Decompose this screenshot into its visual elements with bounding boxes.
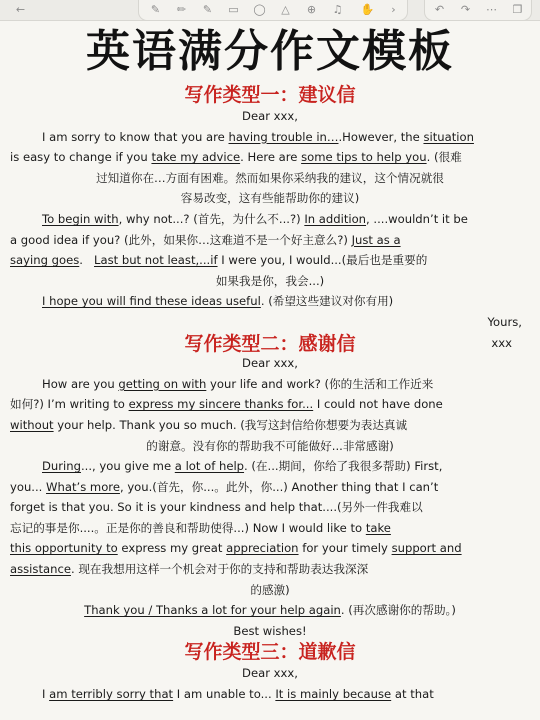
shapes-icon[interactable]: △ xyxy=(281,3,290,16)
redo-icon[interactable]: ↷ xyxy=(460,3,471,16)
closing: Yours, xyxy=(487,314,522,329)
body-line: forget is that you. So it is your kindness and help that....(另外一件我难以 xyxy=(10,500,423,515)
pencil-icon[interactable]: ✎ xyxy=(202,3,213,16)
body-line: a good idea if you? (此外，如果你…这难道不是一个好主意么?) Just as a xyxy=(10,232,401,247)
greeting: Dear xxx, xyxy=(242,356,298,371)
pen-icon[interactable]: ✎ xyxy=(150,3,161,16)
greeting: Dear xxx, xyxy=(242,109,298,123)
app-toolbar xyxy=(0,0,540,21)
closing: Best wishes! xyxy=(233,623,307,638)
body-line: During..., you give me a lot of help. (在...期间，你给了我很多帮助) First, xyxy=(42,459,443,474)
pages-icon[interactable]: ❐ xyxy=(512,3,523,16)
back-icon[interactable]: ← xyxy=(15,3,26,16)
more-icon[interactable]: ⋯ xyxy=(486,3,497,16)
greeting: Dear xxx, xyxy=(242,666,298,681)
note-page xyxy=(10,20,530,705)
body-line: you... What’s more, you.(首先，你...。此外，你...) Another thing that I can’t xyxy=(10,479,439,494)
lasso-icon[interactable]: ◯ xyxy=(253,3,266,16)
section-heading-thanks: 写作类型二：感谢信 xyxy=(184,332,356,355)
body-line: 的谢意。没有你的帮助我不可能做好...非常感谢) xyxy=(146,438,394,453)
body-line: assistance. 现在我想用这样一个机会对于你的支持和帮助表达我深深 xyxy=(10,562,369,577)
body-line: I hope you will find these ideas useful. (希望这些建议对你有用) xyxy=(42,294,394,309)
section-heading-apology: 写作类型三：道歉信 xyxy=(184,641,356,664)
body-line: 如果我是你，我会...) xyxy=(215,273,325,288)
add-icon[interactable]: ⊕ xyxy=(306,3,317,16)
body-line: this opportunity to express my great appreciation for your timely support and xyxy=(10,541,462,556)
chevron-right-icon[interactable]: › xyxy=(391,3,396,16)
body-line: is easy to change if you take my advice. Here are some tips to help you. (很难 xyxy=(10,150,462,165)
eraser-icon[interactable]: ▭ xyxy=(228,3,239,16)
body-line: 的感激) xyxy=(250,582,290,597)
marker-icon[interactable]: ✏ xyxy=(176,3,187,16)
body-line: How are you getting on with your life and work? (你的生活和工作近来 xyxy=(42,376,434,391)
body-line: 如何?) I’m writing to express my sincere thanks for... I could not have done xyxy=(10,397,443,412)
section-heading-suggestion: 写作类型一：建议信 xyxy=(184,84,356,106)
signature: xxx xyxy=(491,335,512,350)
body-line: 容易改变，这有些能帮助你的建议) xyxy=(180,191,360,206)
hand-icon[interactable]: ✋ xyxy=(360,3,375,16)
body-line: I am sorry to know that you are having trouble in….However, the situation xyxy=(42,129,474,144)
page-title: 英语满分作文模板 xyxy=(86,26,454,77)
body-line: saying goes. Last but not least,...if I were you, I would...(最后也是重要的 xyxy=(10,253,428,268)
undo-icon[interactable]: ↶ xyxy=(434,3,445,16)
drawing-tools-group xyxy=(138,0,408,21)
body-line: To begin with, why not...? (首先，为什么不...?) In addition, ....wouldn’t it be xyxy=(42,211,468,226)
body-line: 过知道你在…方面有困难。然而如果你采纳我的建议，这个情况就很 xyxy=(96,170,444,185)
edit-tools-group xyxy=(424,0,532,21)
mic-icon[interactable]: ♫ xyxy=(332,3,343,16)
body-line: Thank you / Thanks a lot for your help again. (再次感谢你的帮助。) xyxy=(84,603,456,618)
body-line: I am terribly sorry that I am unable to... It is mainly because at that xyxy=(42,687,434,702)
body-line: without your help. Thank you so much. (我写这封信给你想要为表达真诚 xyxy=(10,417,408,432)
body-line: 忘记的事是你....。正是你的善良和帮助使得...) Now I would like to take xyxy=(10,520,391,535)
